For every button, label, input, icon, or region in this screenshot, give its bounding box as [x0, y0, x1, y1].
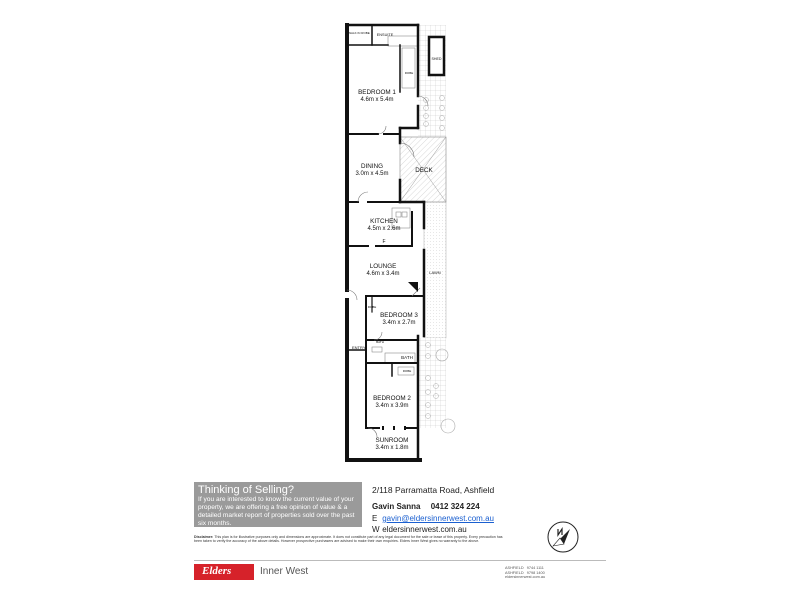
office-2-phone: 9798 1400	[526, 570, 545, 575]
sunroom-size: 3.4m x 1.8m	[375, 445, 409, 451]
selling-panel	[194, 482, 362, 527]
kitchen-size: 4.5m x 2.6m	[367, 226, 401, 232]
footer-divider	[194, 560, 606, 561]
bedroom-3-name: BEDROOM 3	[380, 312, 418, 319]
panel-title: Thinking of Selling?	[198, 484, 295, 496]
shed-label: SHED	[431, 57, 442, 61]
agent-email-link[interactable]: gavin@eldersinnerwest.com.au	[382, 514, 494, 523]
web-key: W	[372, 525, 380, 534]
property-address: 2/118 Parramatta Road, Ashfield	[372, 485, 495, 495]
walk-in-robe-label: WALK IN ROBE	[348, 31, 370, 35]
bedroom-2-size: 3.4m x 3.9m	[375, 403, 409, 409]
office-1-phone: 9744 1111	[526, 566, 544, 570]
disclaimer-label: Disclaimer:	[194, 535, 214, 539]
logo-text: Elders	[202, 565, 232, 577]
dining-size: 3.0m x 4.5m	[355, 171, 389, 177]
office-2-place: ASHFIELD	[505, 570, 524, 575]
garden-area	[418, 338, 446, 428]
logo-region: Inner West	[260, 566, 309, 577]
robe-2-label: ROBE	[402, 369, 412, 373]
wall-corner	[408, 282, 418, 292]
bedroom-1-name: BEDROOM 1	[358, 89, 396, 96]
sunroom-name: SUNROOM	[375, 437, 409, 444]
panel-body: If you are interested to know the current value of your property, we are offering a free opinion of value & a detailed market report of properties sold over the past six months.	[198, 496, 355, 527]
ensuite-label: ENSUITE	[376, 33, 394, 37]
lounge-name: LOUNGE	[369, 263, 397, 270]
dining-name: DINING	[360, 163, 384, 170]
elders-logo[interactable]	[194, 564, 254, 580]
north-arrow-icon	[546, 520, 580, 554]
fridge-label: F	[382, 239, 386, 245]
agent-details	[372, 502, 480, 511]
agent-name: Gavin Sanna	[372, 502, 421, 511]
agent-web-row	[372, 525, 467, 534]
robe-3-label: ROBE	[367, 305, 377, 309]
office-contacts	[505, 566, 545, 580]
agent-web-link[interactable]: eldersinnerwest.com.au	[382, 525, 467, 534]
bath-label: BATH	[401, 355, 413, 360]
agent-email-row	[372, 514, 494, 523]
office-website: eldersinnerwest.com.au	[505, 575, 546, 580]
email-key: E	[372, 514, 378, 523]
deck-label: DECK	[415, 167, 433, 174]
entry-label: ENTRY	[352, 345, 366, 350]
robe-label: ROBE	[404, 71, 414, 75]
lounge-size: 4.6m x 3.4m	[366, 271, 400, 277]
bedroom-3-size: 3.4m x 2.7m	[382, 320, 416, 326]
disclaimer	[194, 535, 504, 544]
disclaimer-text: This plan is for illustrative purposes only and dimensions are approximate. It does not constitute part of any legal document for the sale or lease of this property. Every precaution has been taken to verify the accuracy of the above details. However prospective purchasers are advised to make their own enquiries. Elders Inner West gives no warranty to the above.	[194, 535, 503, 544]
agent-phone[interactable]: 0412 324 224	[430, 502, 480, 511]
bedroom-1-size: 4.6m x 5.4m	[360, 97, 394, 103]
kitchen-name: KITCHEN	[370, 218, 398, 225]
lawn-label: LAWN	[429, 270, 441, 275]
office-1-place: ASHFIELD	[505, 566, 524, 570]
bath-small-label: BATH	[376, 340, 384, 344]
shed	[429, 37, 444, 75]
bedroom-2-name: BEDROOM 2	[373, 395, 411, 402]
